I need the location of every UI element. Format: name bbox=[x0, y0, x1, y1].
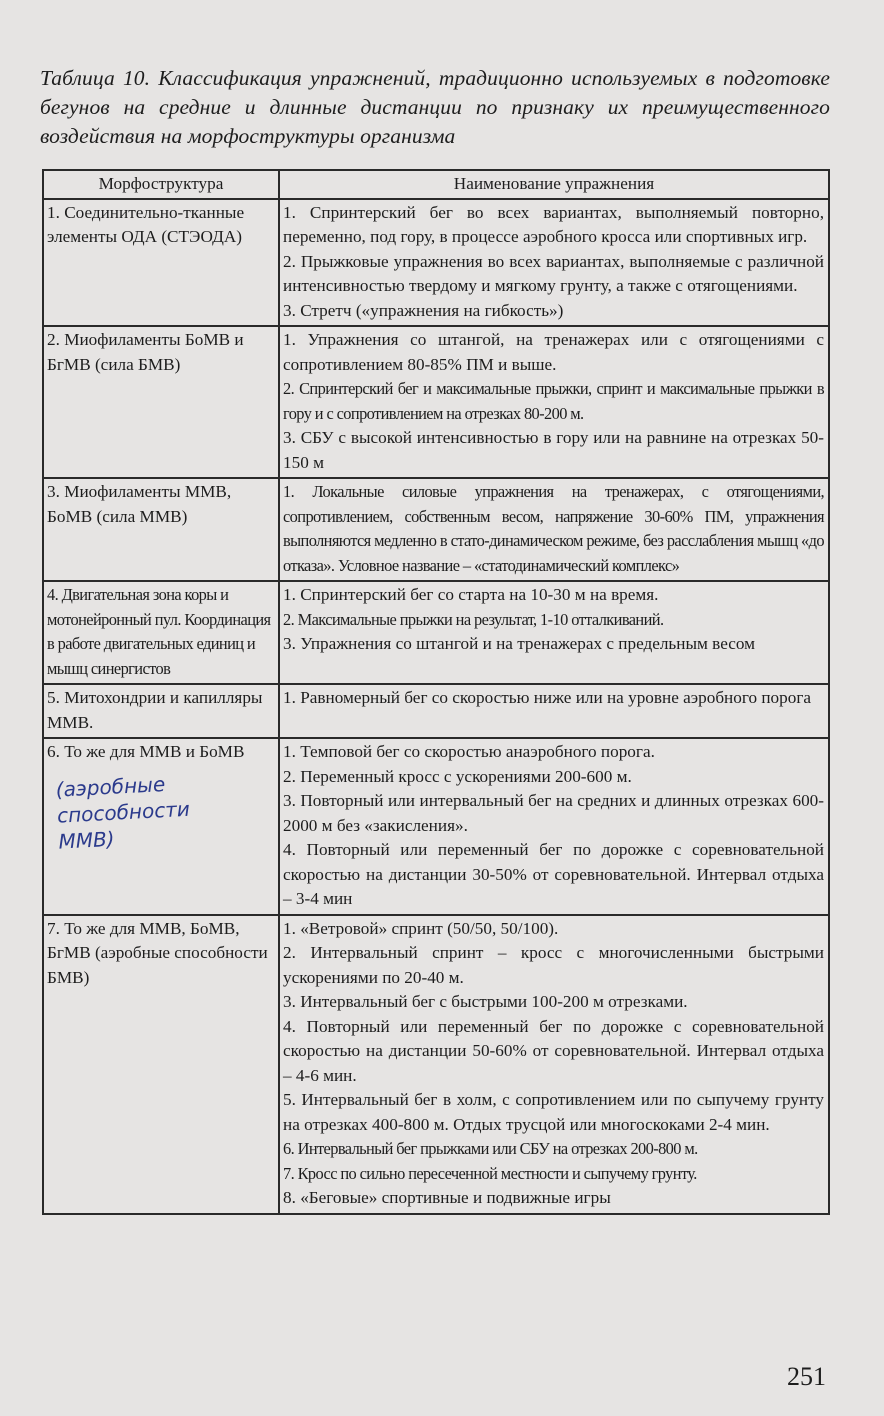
exercise-item: 1. Равномерный бег со скоростью ниже или на уровне аэробного порога bbox=[283, 688, 812, 707]
exercise-item: 2. Интервальный спринт – кросс с многочисленными быстрыми ускорениями по 20-40 м. bbox=[283, 943, 824, 987]
exercise-cell bbox=[279, 326, 829, 478]
header-exercise-name: Наименование упражнения bbox=[279, 170, 829, 199]
exercise-item: 7. Кросс по сильно пересеченной местности и сыпучему грунту. bbox=[283, 1163, 697, 1183]
exercise-cell bbox=[279, 199, 829, 327]
morphostructure-text: 1. Соединительно-тканные элементы ОДА (СТЭОДА) bbox=[47, 202, 245, 246]
exercise-item: 8. «Беговые» спортивные и подвижные игры bbox=[283, 1188, 611, 1207]
morphostructure-cell bbox=[43, 738, 279, 915]
exercise-cell bbox=[279, 478, 829, 581]
morphostructure-text: 2. Миофиламенты БоМВ и БгМВ (сила БМВ) bbox=[47, 330, 244, 374]
table-caption: Таблица 10. Классификация упражнений, традиционно используемых в подготовке бегунов на средние и длинные дистанции по признаку их преимущественного воздействия на морфоструктуры организма bbox=[40, 66, 830, 148]
exercise-cell bbox=[279, 684, 829, 738]
exercise-item: 1. Спринтерский бег со старта на 10-30 м на время. bbox=[283, 585, 659, 604]
exercise-item: 2. Максимальные прыжки на результат, 1-10 отталкиваний. bbox=[283, 609, 664, 629]
exercise-item: 4. Повторный или переменный бег по дорожке с соревновательной скоростью на дистанции 50-60% от соревновательной. Интервал отдыха – 4-6 мин. bbox=[283, 1016, 824, 1085]
exercise-item: 3. Стретч («упражнения на гибкость») bbox=[283, 300, 564, 320]
exercise-item: 3. Упражнения со штангой и на тренажерах с предельным весом bbox=[283, 634, 756, 653]
exercise-item: 1. Локальные силовые упражнения на тренажерах, с отягощениями, сопротивлением, собственным весом, напряжение 30-60% ПМ, упражнения выполняются медленно в стато-динамическом режиме, без расслабления мышц «до отказа». Условное название – «статодинамический комплекс» bbox=[283, 482, 824, 575]
table-row bbox=[43, 684, 829, 738]
header-morphostructure: Морфоструктура bbox=[43, 170, 279, 199]
exercise-item: 3. Повторный или интервальный бег на средних и длинных отрезках 600-2000 м без «закисления». bbox=[283, 791, 824, 835]
exercise-classification-table bbox=[42, 169, 830, 1215]
exercise-cell bbox=[279, 915, 829, 1214]
table-row bbox=[43, 478, 829, 581]
exercise-item: 2. Прыжковые упражнения во всех вариантах, выполняемые с различной интенсивностью твердому и мягкому грунту, а также с отягощениями. bbox=[283, 251, 824, 295]
morphostructure-text: 7. То же для ММВ, БоМВ, БгМВ (аэробные способности БМВ) bbox=[47, 918, 268, 987]
morphostructure-text: 4. Двигательная зона коры и мотонейронный пул. Координация в работе двигательных единиц и мышц синергистов bbox=[47, 585, 271, 678]
morphostructure-cell bbox=[43, 915, 279, 1214]
exercise-cell bbox=[279, 738, 829, 915]
exercise-item: 1. Темповой бег со скоростью анаэробного порога. bbox=[283, 742, 655, 761]
exercise-item: 2. Спринтерский бег и максимальные прыжки, спринт и максимальные прыжки в гору и с сопротивлением на отрезках 80-200 м. bbox=[283, 379, 824, 423]
morphostructure-text: 5. Митохондрии и капилляры ММВ. bbox=[47, 688, 263, 732]
exercise-item: 6. Интервальный бег прыжками или СБУ на отрезках 200-800 м. bbox=[283, 1139, 698, 1158]
exercise-item: 3. Интервальный бег с быстрыми 100-200 м отрезками. bbox=[283, 992, 688, 1011]
morphostructure-cell bbox=[43, 199, 279, 327]
exercise-item: 1. Спринтерский бег во всех вариантах, выполняемый повторно, переменно, под гору, в процессе аэробного кросса или спортивных игр. bbox=[283, 202, 824, 246]
morphostructure-cell bbox=[43, 684, 279, 738]
exercise-item: 5. Интервальный бег в холм, с сопротивлением или по сыпучему грунту на отрезках 400-800 м. Отдых трусцой или многоскоками 2-4 мин. bbox=[283, 1090, 824, 1134]
handwritten-note: (аэробные способности ММВ) bbox=[55, 771, 191, 854]
table-row bbox=[43, 581, 829, 684]
exercise-item: 4. Повторный или переменный бег по дорожке с соревновательной скоростью на дистанции 30-50% от соревновательной. Интервал отдыха – 3-4 мин bbox=[283, 840, 824, 908]
table-row bbox=[43, 915, 829, 1214]
morphostructure-cell bbox=[43, 326, 279, 478]
exercise-cell bbox=[279, 581, 829, 684]
table-row bbox=[43, 199, 829, 327]
morphostructure-text: 3. Миофиламенты ММВ, БоМВ (сила ММВ) bbox=[47, 482, 232, 526]
morphostructure-cell bbox=[43, 478, 279, 581]
table-row bbox=[43, 326, 829, 478]
exercise-item: 3. СБУ с высокой интенсивностью в гору или на равнине на отрезках 50-150 м bbox=[283, 428, 824, 472]
table-header-row bbox=[43, 170, 829, 199]
exercise-item: 2. Переменный кросс с ускорениями 200-600 м. bbox=[283, 766, 632, 786]
exercise-item: 1. «Ветровой» спринт (50/50, 50/100). bbox=[283, 918, 559, 938]
table-row bbox=[43, 738, 829, 915]
morphostructure-text: 6. То же для ММВ и БоМВ bbox=[47, 742, 245, 761]
morphostructure-cell bbox=[43, 581, 279, 684]
exercise-item: 1. Упражнения со штангой, на тренажерах или с отягощениями с сопротивлением 80-85% ПМ и выше. bbox=[283, 330, 824, 374]
page-number: 251 bbox=[787, 1362, 826, 1391]
